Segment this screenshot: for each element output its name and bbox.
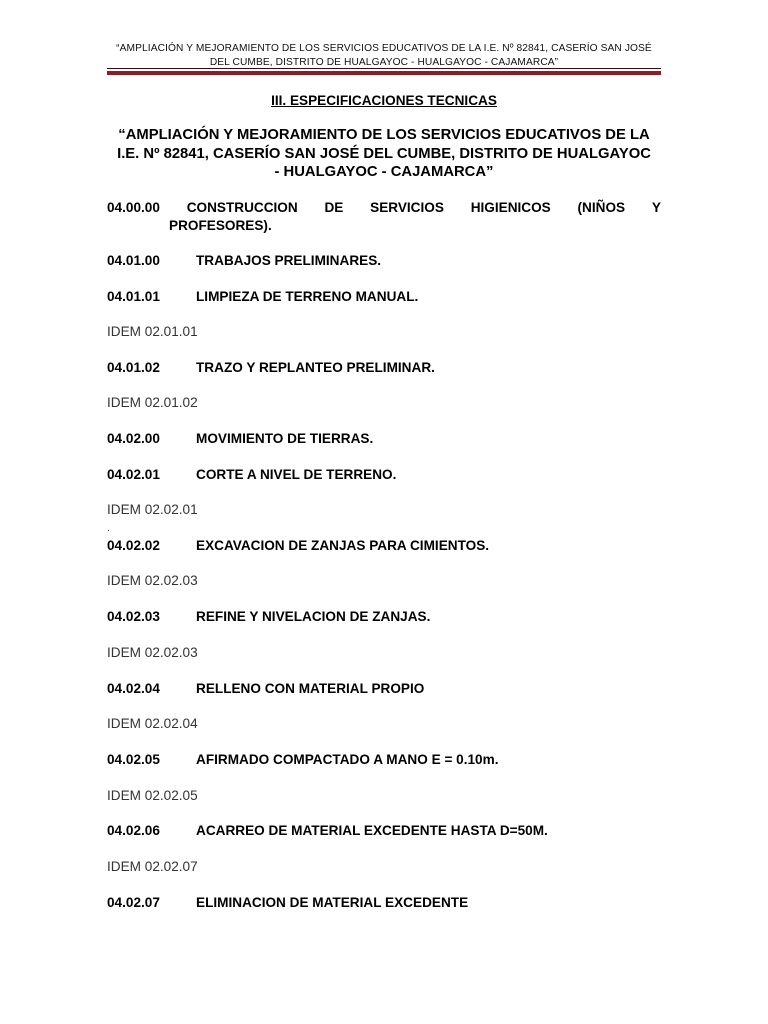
stray-dot: . xyxy=(107,523,110,534)
spec-item-code: 04.01.00 xyxy=(107,253,160,268)
spec-item-code: 04.02.01 xyxy=(107,467,160,482)
spec-item-04-00-00 xyxy=(107,199,661,235)
section-title: III. ESPECIFICACIONES TECNICAS xyxy=(271,93,497,108)
idem-note: IDEM 02.01.02 xyxy=(107,395,198,410)
spec-item-code: 04.02.00 xyxy=(107,431,160,446)
idem-note: IDEM 02.02.05 xyxy=(107,788,198,803)
spec-item-label: EXCAVACION DE ZANJAS PARA CIMIENTOS. xyxy=(196,538,490,553)
spec-item-word: Y xyxy=(651,200,661,215)
spec-item-code: 04.02.06 xyxy=(107,823,160,838)
spec-item-code: 04.01.02 xyxy=(107,360,160,375)
spec-item-code: 04.01.01 xyxy=(107,289,160,304)
idem-note: IDEM 02.02.07 xyxy=(107,859,198,874)
spec-item-continuation: PROFESORES). xyxy=(169,218,272,233)
idem-note: IDEM 02.02.03 xyxy=(107,645,198,660)
spec-item-label: CORTE A NIVEL DE TERRENO. xyxy=(196,467,397,482)
header-divider-thick xyxy=(107,71,661,75)
spec-item-code: 04.02.04 xyxy=(107,681,160,696)
spec-item-label: RELLENO CON MATERIAL PROPIO xyxy=(196,681,425,696)
project-title-line-2: I.E. Nº 82841, CASERÍO SAN JOSÉ DEL CUMBE, DISTRITO DE HUALGAYOC xyxy=(117,145,651,162)
spec-item-code: 04.02.07 xyxy=(107,895,160,910)
idem-note: IDEM 02.02.04 xyxy=(107,716,198,731)
spec-item-label: AFIRMADO COMPACTADO A MANO E = 0.10m. xyxy=(196,752,499,767)
idem-note: IDEM 02.02.01 xyxy=(107,502,198,517)
spec-item-label: TRAZO Y REPLANTEO PRELIMINAR. xyxy=(196,360,435,375)
spec-item-code: 04.02.05 xyxy=(107,752,160,767)
project-title-line-3: - HUALGAYOC - CAJAMARCA” xyxy=(274,164,494,180)
spec-item-word: SERVICIOS xyxy=(370,200,444,215)
spec-item-code: 04.02.02 xyxy=(107,538,160,553)
spec-item-label: REFINE Y NIVELACION DE ZANJAS. xyxy=(196,609,431,624)
header-divider-thin xyxy=(107,68,661,69)
spec-item-label: LIMPIEZA DE TERRENO MANUAL. xyxy=(196,289,419,304)
spec-item-label: MOVIMIENTO DE TIERRAS. xyxy=(196,431,374,446)
spec-item-word: HIGIENICOS xyxy=(470,200,551,215)
spec-item-code: 04.00.00 xyxy=(107,200,160,215)
project-title-line-1: “AMPLIACIÓN Y MEJORAMIENTO DE LOS SERVICIOS EDUCATIVOS DE LA xyxy=(118,127,650,143)
spec-item-heading-line xyxy=(107,199,661,217)
idem-note: IDEM 02.01.01 xyxy=(107,324,198,339)
running-header xyxy=(107,42,661,70)
running-header-line-1: “AMPLIACIÓN Y MEJORAMIENTO DE LOS SERVICIOS EDUCATIVOS DE LA I.E. Nº 82841, CASERÍO SAN JOSÉ xyxy=(116,43,652,54)
project-title xyxy=(107,126,661,182)
spec-item-word: CONSTRUCCION xyxy=(186,200,298,215)
spec-item-label: ELIMINACION DE MATERIAL EXCEDENTE xyxy=(196,895,469,910)
spec-item-word: DE xyxy=(324,200,344,215)
idem-note: IDEM 02.02.03 xyxy=(107,573,198,588)
spec-item-label: ACARREO DE MATERIAL EXCEDENTE HASTA D=50M. xyxy=(196,823,548,838)
spec-item-code: 04.02.03 xyxy=(107,609,160,624)
spec-item-label: TRABAJOS PRELIMINARES. xyxy=(196,253,382,268)
running-header-line-2: DEL CUMBE, DISTRITO DE HUALGAYOC - HUALGAYOC - CAJAMARCA” xyxy=(209,57,559,68)
spec-item-word: (NIÑOS xyxy=(577,200,626,215)
